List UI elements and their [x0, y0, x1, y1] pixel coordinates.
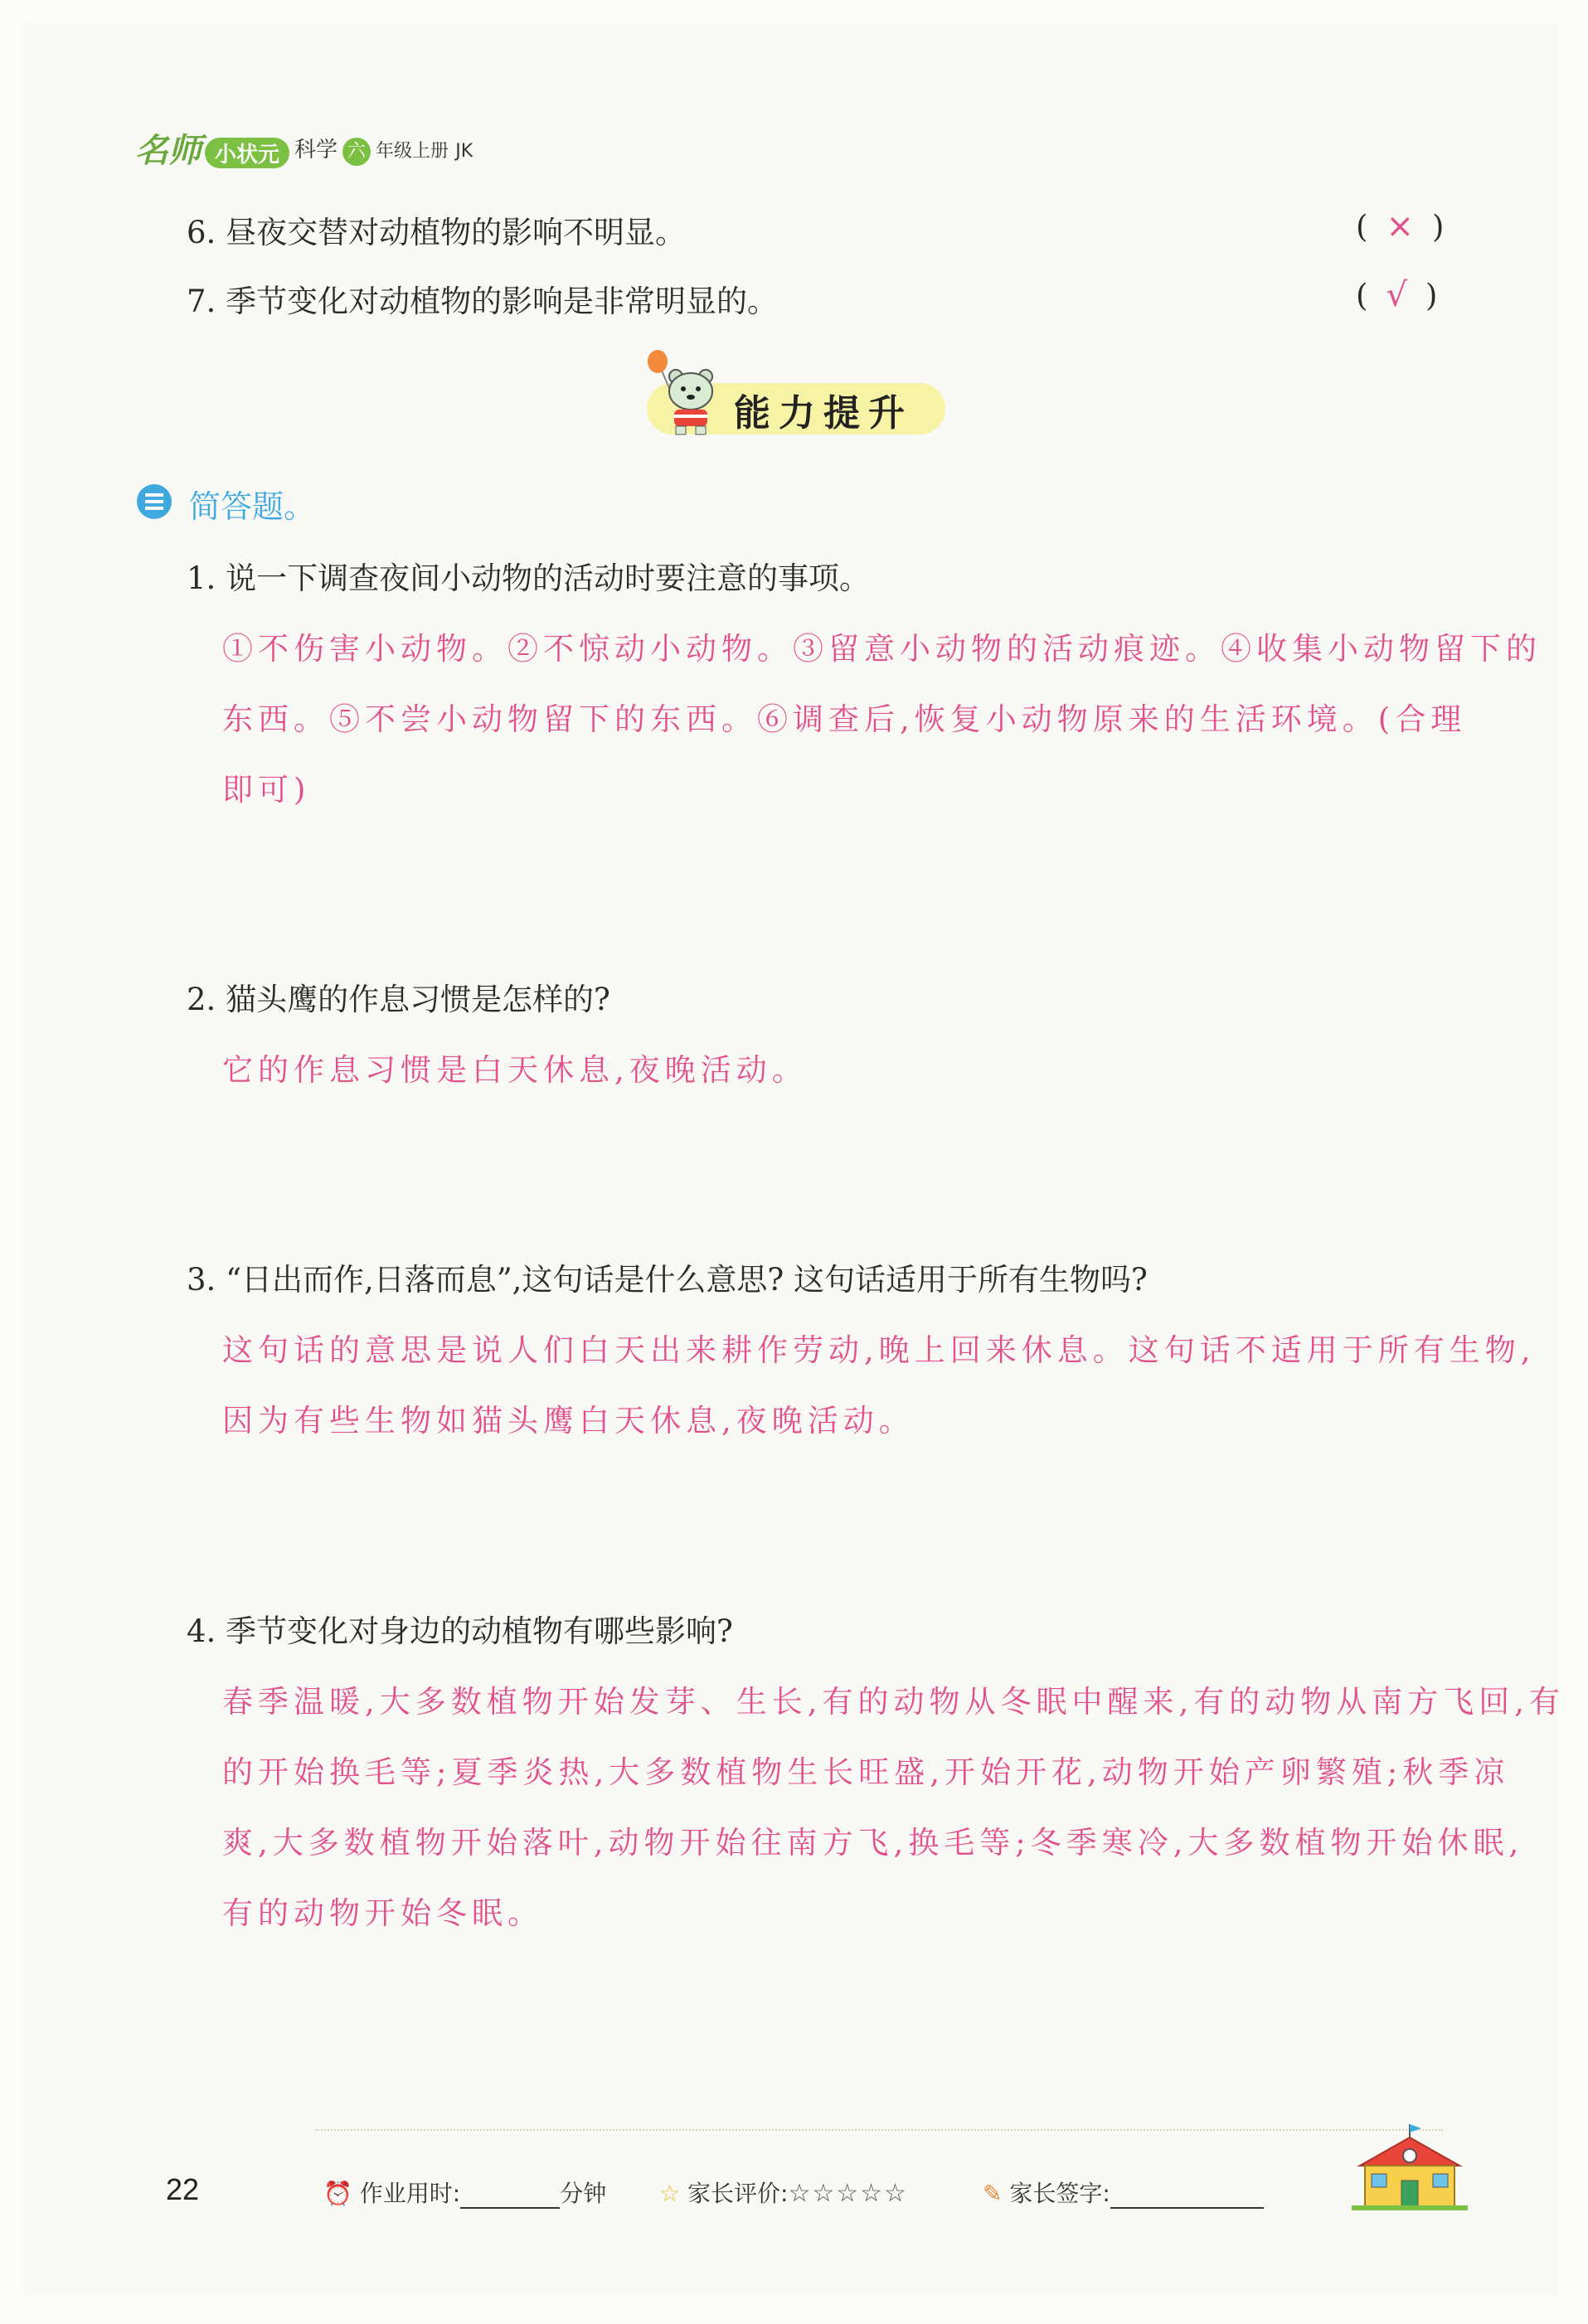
parent-rating	[659, 2176, 908, 2209]
parent-rating-label: 家长评价:	[687, 2180, 789, 2207]
grade-label: 年级上册	[376, 141, 449, 162]
answer-1-line-3: 即可)	[222, 772, 311, 808]
section-title: 简答题。	[189, 488, 316, 525]
parent-signature	[983, 2176, 1264, 2209]
footer-divider	[315, 2129, 1443, 2131]
question-3: 3. “日出而作,日落而息”,这句话是什么意思? 这句话适用于所有生物吗?	[187, 1262, 1148, 1298]
alarm-clock-icon: ⏰	[323, 2180, 352, 2207]
answer-4-line-4: 有的动物开始冬眠。	[222, 1895, 543, 1931]
answer-2-line-1: 它的作息习惯是白天休息,夜晚活动。	[222, 1052, 808, 1088]
brand-pill: 小状元	[205, 138, 289, 168]
answer-3-line-2: 因为有些生物如猫头鹰白天休息,夜晚活动。	[222, 1403, 915, 1439]
cross-mark-icon: ×	[1386, 207, 1414, 245]
page-number: 22	[166, 2172, 200, 2206]
homework-time-label: 作业用时:	[359, 2180, 461, 2207]
bear-mascot-icon	[643, 348, 734, 439]
page-background	[23, 23, 1557, 2295]
parent-signature-blank[interactable]	[1110, 2207, 1264, 2209]
book-subject	[294, 133, 473, 166]
homework-time	[323, 2176, 606, 2209]
judgement-answer-6: ( × )	[1356, 207, 1445, 245]
grade-badge: 六	[342, 138, 371, 166]
question-2: 2. 猫头鹰的作息习惯是怎样的?	[187, 982, 610, 1017]
pencil-icon: ✎	[983, 2180, 1003, 2207]
check-mark-icon: √	[1386, 276, 1407, 314]
answer-4-line-2: 的开始换毛等;夏季炎热,大多数植物生长旺盛,开始开花,动物开始产卵繁殖;秋季凉	[222, 1754, 1510, 1790]
answer-4-line-3: 爽,大多数植物开始落叶,动物开始往南方飞,换毛等;冬季寒冷,大多数植物开始休眠,	[222, 1825, 1524, 1861]
star-icon: ☆	[659, 2180, 681, 2207]
section-number-badge	[137, 484, 172, 519]
answer-3-line-1: 这句话的意思是说人们白天出来耕作劳动,晚上回来休息。这句话不适用于所有生物,	[222, 1332, 1536, 1368]
minutes-label: 分钟	[560, 2180, 607, 2207]
judgement-answer-7: ( √ )	[1356, 276, 1438, 314]
answer-1-line-1: ①不伤害小动物。②不惊动小动物。③留意小动物的活动痕迹。④收集小动物留下的	[222, 631, 1542, 667]
brand-logo	[135, 124, 289, 172]
judgement-item-6: 6. 昼夜交替对动植物的影响不明显。	[187, 215, 687, 250]
judgement-item-7: 7. 季节变化对动植物的影响是非常明显的。	[187, 284, 779, 319]
subject-label: 科学	[294, 138, 338, 163]
answer-1-line-2: 东西。⑤不尝小动物留下的东西。⑥调查后,恢复小动物原来的生活环境。(合理	[222, 701, 1467, 737]
parent-signature-label: 家长签字:	[1009, 2180, 1110, 2207]
homework-time-blank[interactable]	[460, 2207, 560, 2209]
school-house-icon	[1352, 2123, 1468, 2214]
question-1: 1. 说一下调查夜间小动物的活动时要注意的事项。	[187, 560, 871, 596]
rating-stars[interactable]: ☆☆☆☆☆	[788, 2179, 908, 2208]
brand-name: 名师	[135, 132, 202, 170]
section-banner-title: 能力提升	[734, 392, 913, 434]
answer-4-line-1: 春季温暖,大多数植物开始发芽、生长,有的动物从冬眠中醒来,有的动物从南方飞回,有	[222, 1684, 1566, 1720]
edition-label: JK	[455, 141, 473, 162]
question-4: 4. 季节变化对身边的动植物有哪些影响?	[187, 1613, 733, 1649]
